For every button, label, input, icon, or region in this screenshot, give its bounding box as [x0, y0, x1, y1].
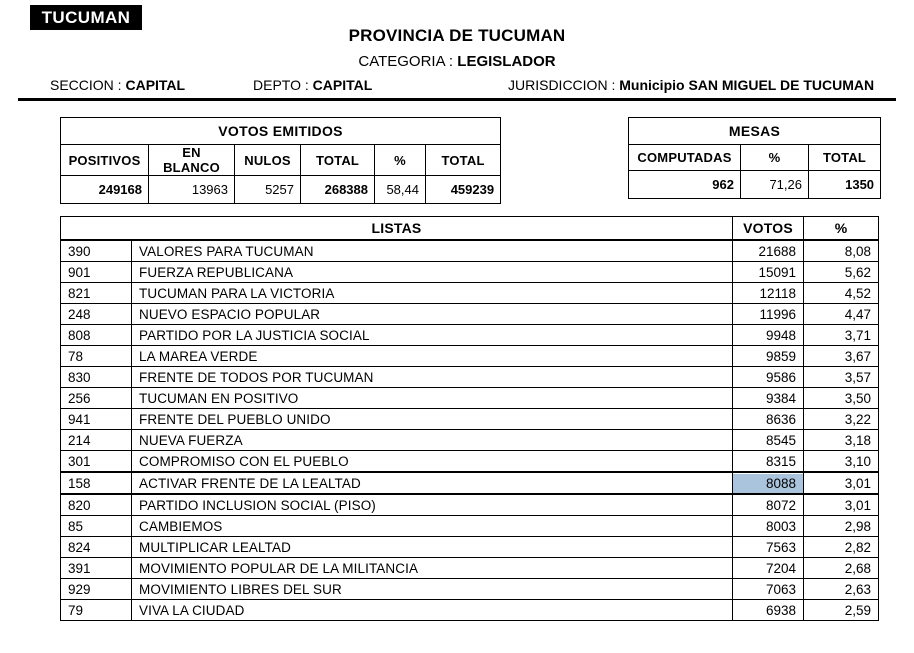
meta-jurisdiccion — [508, 77, 874, 93]
cell-lista-name[interactable]: FUERZA REPUBLICANA — [132, 262, 733, 283]
cell-lista-code[interactable]: 248 — [61, 304, 132, 325]
table-row[interactable] — [61, 579, 879, 600]
column-header-mesas-total: TOTAL — [809, 145, 881, 171]
cell-lista-name[interactable]: PARTIDO POR LA JUSTICIA SOCIAL — [132, 325, 733, 346]
table-row — [629, 171, 881, 199]
cell-lista-votos[interactable]: 9384 — [733, 388, 804, 409]
cell-lista-code[interactable]: 214 — [61, 430, 132, 451]
cell-lista-pct[interactable]: 8,08 — [804, 240, 879, 262]
cell-lista-code[interactable]: 821 — [61, 283, 132, 304]
cell-lista-votos[interactable]: 7204 — [733, 558, 804, 579]
column-header-total-electores: TOTAL — [426, 145, 501, 176]
cell-lista-name[interactable]: VALORES PARA TUCUMAN — [132, 240, 733, 262]
cell-lista-code[interactable]: 830 — [61, 367, 132, 388]
table-row — [61, 118, 501, 145]
category-label: CATEGORIA : — [358, 53, 454, 70]
meta-jurisdiccion-value: Municipio SAN MIGUEL DE TUCUMAN — [619, 77, 875, 93]
cell-lista-name[interactable]: VIVA LA CIUDAD — [132, 600, 733, 621]
cell-total-electores: 459239 — [426, 176, 501, 204]
table-row[interactable] — [61, 516, 879, 537]
cell-nulos: 5257 — [235, 176, 301, 204]
cell-lista-code[interactable]: 941 — [61, 409, 132, 430]
cell-lista-votos[interactable]: 8636 — [733, 409, 804, 430]
cell-lista-name[interactable]: CAMBIEMOS — [132, 516, 733, 537]
table-header-row — [629, 145, 881, 171]
votos-emitidos-title: VOTOS EMITIDOS — [61, 118, 501, 145]
table-row[interactable] — [61, 325, 879, 346]
meta-seccion-value: CAPITAL — [125, 77, 186, 93]
column-header-positivos: POSITIVOS — [61, 145, 149, 176]
cell-lista-name[interactable]: COMPROMISO CON EL PUEBLO — [132, 451, 733, 473]
cell-lista-votos[interactable]: 6938 — [733, 600, 804, 621]
cell-lista-votos[interactable]: 15091 — [733, 262, 804, 283]
category-line — [0, 53, 914, 70]
table-header-row — [61, 217, 879, 241]
cell-lista-votos[interactable]: 8545 — [733, 430, 804, 451]
cell-lista-pct[interactable]: 3,71 — [804, 325, 879, 346]
table-row[interactable] — [61, 430, 879, 451]
cell-lista-pct[interactable]: 2,82 — [804, 537, 879, 558]
column-header-pct: % — [804, 217, 879, 241]
cell-lista-votos[interactable]: 8003 — [733, 516, 804, 537]
cell-lista-pct[interactable]: 5,62 — [804, 262, 879, 283]
cell-lista-name[interactable]: MULTIPLICAR LEALTAD — [132, 537, 733, 558]
votos-emitidos-table — [60, 117, 501, 204]
table-row[interactable] — [61, 262, 879, 283]
cell-lista-code[interactable]: 929 — [61, 579, 132, 600]
table-row[interactable] — [61, 600, 879, 621]
cell-lista-code[interactable]: 820 — [61, 494, 132, 516]
meta-seccion — [50, 77, 185, 93]
cell-mesas-total: 1350 — [809, 171, 881, 199]
column-header-mesas-pct: % — [741, 145, 809, 171]
cell-lista-pct[interactable]: 4,52 — [804, 283, 879, 304]
cell-lista-name[interactable]: LA MAREA VERDE — [132, 346, 733, 367]
meta-jurisdiccion-label: JURISDICCION : — [508, 77, 616, 93]
cell-lista-pct[interactable]: 4,47 — [804, 304, 879, 325]
category-value: LEGISLADOR — [457, 53, 556, 70]
cell-lista-name[interactable]: TUCUMAN PARA LA VICTORIA — [132, 283, 733, 304]
table-row[interactable] — [61, 240, 879, 262]
column-header-nulos: NULOS — [235, 145, 301, 176]
cell-lista-code[interactable]: 901 — [61, 262, 132, 283]
cell-lista-name[interactable]: NUEVA FUERZA — [132, 430, 733, 451]
cell-lista-code[interactable]: 391 — [61, 558, 132, 579]
table-row[interactable] — [61, 283, 879, 304]
cell-lista-votos[interactable]: 11996 — [733, 304, 804, 325]
header-divider — [18, 98, 896, 101]
cell-lista-pct[interactable]: 3,67 — [804, 346, 879, 367]
mesas-table — [628, 117, 881, 199]
cell-lista-pct[interactable]: 3,01 — [804, 472, 879, 494]
cell-lista-votos[interactable]: 21688 — [733, 240, 804, 262]
table-row[interactable] — [61, 304, 879, 325]
selection-highlight: 8088 — [733, 474, 803, 493]
table-row[interactable] — [61, 472, 879, 494]
cell-lista-name[interactable]: FRENTE DE TODOS POR TUCUMAN — [132, 367, 733, 388]
cell-lista-pct[interactable]: 3,50 — [804, 388, 879, 409]
cell-lista-code[interactable]: 256 — [61, 388, 132, 409]
cell-lista-votos[interactable] — [733, 472, 804, 494]
cell-lista-votos[interactable]: 8315 — [733, 451, 804, 473]
page-title: PROVINCIA DE TUCUMAN — [348, 26, 566, 45]
table-row[interactable] — [61, 494, 879, 516]
province-badge: TUCUMAN — [30, 5, 142, 30]
column-header-listas: LISTAS — [61, 217, 733, 241]
cell-lista-name[interactable]: NUEVO ESPACIO POPULAR — [132, 304, 733, 325]
cell-lista-code[interactable]: 85 — [61, 516, 132, 537]
cell-lista-name[interactable]: PARTIDO INCLUSION SOCIAL (PISO) — [132, 494, 733, 516]
table-row[interactable] — [61, 388, 879, 409]
cell-lista-pct[interactable]: 3,57 — [804, 367, 879, 388]
column-header-votos: VOTOS — [733, 217, 804, 241]
cell-lista-name[interactable]: MOVIMIENTO LIBRES DEL SUR — [132, 579, 733, 600]
cell-lista-code[interactable]: 808 — [61, 325, 132, 346]
cell-lista-code[interactable]: 158 — [61, 472, 132, 494]
meta-depto-label: DEPTO : — [253, 77, 309, 93]
cell-lista-pct[interactable]: 2,98 — [804, 516, 879, 537]
cell-lista-code[interactable]: 301 — [61, 451, 132, 473]
meta-seccion-label: SECCION : — [50, 77, 122, 93]
meta-depto-value: CAPITAL — [312, 77, 373, 93]
cell-lista-name[interactable]: ACTIVAR FRENTE DE LA LEALTAD — [132, 472, 733, 494]
cell-lista-votos[interactable]: 9586 — [733, 367, 804, 388]
cell-en-blanco: 13963 — [149, 176, 235, 204]
cell-lista-votos[interactable]: 7563 — [733, 537, 804, 558]
table-row — [61, 176, 501, 204]
cell-lista-votos[interactable]: 8072 — [733, 494, 804, 516]
cell-lista-pct[interactable]: 3,01 — [804, 494, 879, 516]
table-row[interactable] — [61, 558, 879, 579]
cell-mesas-porcentaje: 71,26 — [741, 171, 809, 199]
cell-lista-votos[interactable]: 9948 — [733, 325, 804, 346]
table-row — [629, 118, 881, 145]
column-header-porcentaje: % — [375, 145, 426, 176]
cell-lista-pct[interactable]: 2,63 — [804, 579, 879, 600]
table-row[interactable] — [61, 537, 879, 558]
cell-lista-name[interactable]: MOVIMIENTO POPULAR DE LA MILITANCIA — [132, 558, 733, 579]
table-row[interactable] — [61, 367, 879, 388]
column-header-total: TOTAL — [301, 145, 375, 176]
cell-lista-code[interactable]: 78 — [61, 346, 132, 367]
cell-lista-pct[interactable]: 3,10 — [804, 451, 879, 473]
cell-lista-votos[interactable]: 7063 — [733, 579, 804, 600]
cell-lista-pct[interactable]: 3,22 — [804, 409, 879, 430]
cell-total: 268388 — [301, 176, 375, 204]
table-row[interactable] — [61, 346, 879, 367]
cell-lista-code[interactable]: 824 — [61, 537, 132, 558]
cell-lista-pct[interactable]: 2,68 — [804, 558, 879, 579]
cell-lista-votos[interactable]: 9859 — [733, 346, 804, 367]
cell-lista-name[interactable]: TUCUMAN EN POSITIVO — [132, 388, 733, 409]
column-header-computadas: COMPUTADAS — [629, 145, 741, 171]
table-row[interactable] — [61, 451, 879, 473]
table-row[interactable] — [61, 409, 879, 430]
listas-table[interactable] — [60, 216, 879, 621]
cell-positivos: 249168 — [61, 176, 149, 204]
cell-mesas-computadas: 962 — [629, 171, 741, 199]
breadcrumb — [0, 77, 914, 95]
cell-lista-pct[interactable]: 3,18 — [804, 430, 879, 451]
cell-lista-code[interactable]: 390 — [61, 240, 132, 262]
meta-depto — [253, 77, 372, 93]
cell-porcentaje: 58,44 — [375, 176, 426, 204]
cell-lista-name[interactable]: FRENTE DEL PUEBLO UNIDO — [132, 409, 733, 430]
cell-lista-code[interactable]: 79 — [61, 600, 132, 621]
column-header-en-blanco: EN BLANCO — [149, 145, 235, 176]
cell-lista-pct[interactable]: 2,59 — [804, 600, 879, 621]
mesas-title: MESAS — [629, 118, 881, 145]
cell-lista-votos[interactable]: 12118 — [733, 283, 804, 304]
table-header-row — [61, 145, 501, 176]
